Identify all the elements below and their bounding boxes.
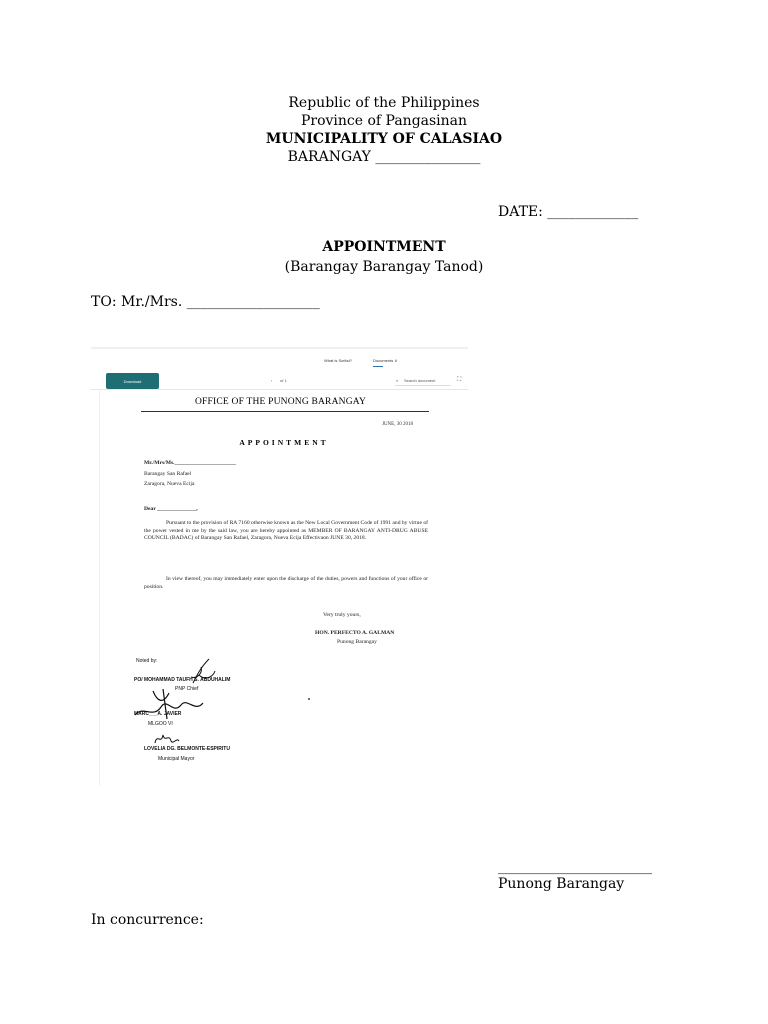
page-nav-icon[interactable]: ‹ xyxy=(271,378,273,383)
signature-line: ______________________ xyxy=(498,859,652,875)
noter-2-name: MARC___A. JAVIER xyxy=(134,711,182,717)
search-icon: ⌕ xyxy=(396,378,399,383)
noted-by-label: Noted by: xyxy=(136,658,158,664)
to-line: TO: Mr./Mrs. ___________________ xyxy=(91,294,320,310)
doc-closing: Very truly yours, xyxy=(323,612,361,618)
doc-paragraph-2: In view thereof, you may immediately enter upon the discharge of the duties, powers and functions of your office or position. xyxy=(144,576,428,590)
embed-nav-documents[interactable]: Documents ∨ xyxy=(373,358,398,363)
header-barangay: BARANGAY _______________ xyxy=(287,149,481,165)
header-republic: Republic of the Philippines xyxy=(288,95,480,111)
signature-scribble-3 xyxy=(151,729,181,747)
appointment-title: APPOINTMENT xyxy=(322,239,446,255)
noter-3-name: LOVELIA DG. BELMONTE-ESPIRITU xyxy=(144,746,230,752)
fullscreen-icon[interactable]: ⛶ xyxy=(457,377,462,383)
office-title: OFFICE OF THE PUNONG BARANGAY xyxy=(195,397,367,407)
header-province: Province of Pangasinan xyxy=(300,113,468,129)
doc-signatory-title: Punong Barangay xyxy=(337,639,377,645)
embed-nav-underline xyxy=(373,366,383,367)
doc-appointment-title: APPOINTMENT xyxy=(239,438,329,447)
embedded-document-screenshot xyxy=(91,347,468,785)
doc-addressee: Mr./Mrs/Ms.______________________ xyxy=(144,460,237,466)
header-municipality: MUNICIPALITY OF CALASIAO xyxy=(265,131,503,147)
date-field: DATE: _____________ xyxy=(498,204,639,220)
noter-1-title: PNP Chief xyxy=(175,686,199,692)
noter-1-name: PO/ MOHAMMAD TAUFH S. ABDUHALIM xyxy=(134,677,231,683)
doc-date: JUNE, 30 2018 xyxy=(382,422,413,427)
signature-title: Punong Barangay xyxy=(498,876,625,892)
office-rule xyxy=(141,411,429,412)
doc-address2: Zaragora, Nueva Ecija xyxy=(144,481,195,487)
embed-nav-what-is[interactable]: What is Scribd? xyxy=(324,358,353,363)
doc-address1: Barangay San Rafael xyxy=(144,471,192,477)
noter-2-title: MLGOO VI xyxy=(148,721,173,727)
embed-top-border xyxy=(91,347,468,349)
concurrence-label: In concurrence: xyxy=(91,912,204,928)
doc-signatory: HON. PERFECTO A. GALMAN xyxy=(315,630,395,636)
stray-dot xyxy=(308,698,310,700)
appointment-subtitle: (Barangay Barangay Tanod) xyxy=(284,259,484,275)
doc-dear: Dear ______________, xyxy=(144,506,198,512)
doc-paragraph-1: Pursuant to the provision of RA 7160 otherwise known as the New Local Government Code of 1991 and by virtue of the power vested in me by the said law, you are hereby appointed as MEMBER OF BARANGAY ANTI-DRUG ABUSE COUNCIL (BADAC) of Barangay San Rafael, Zaragora, Nueva Ecija Effectivaon JUNE 30, 2018. xyxy=(144,520,428,542)
embed-doc-border xyxy=(99,391,100,785)
page-counter: of 1 xyxy=(280,378,287,383)
download-button[interactable]: Download xyxy=(106,373,159,389)
noter-3-title: Municipal Mayor xyxy=(158,756,195,762)
search-input[interactable]: Search document xyxy=(404,378,436,383)
